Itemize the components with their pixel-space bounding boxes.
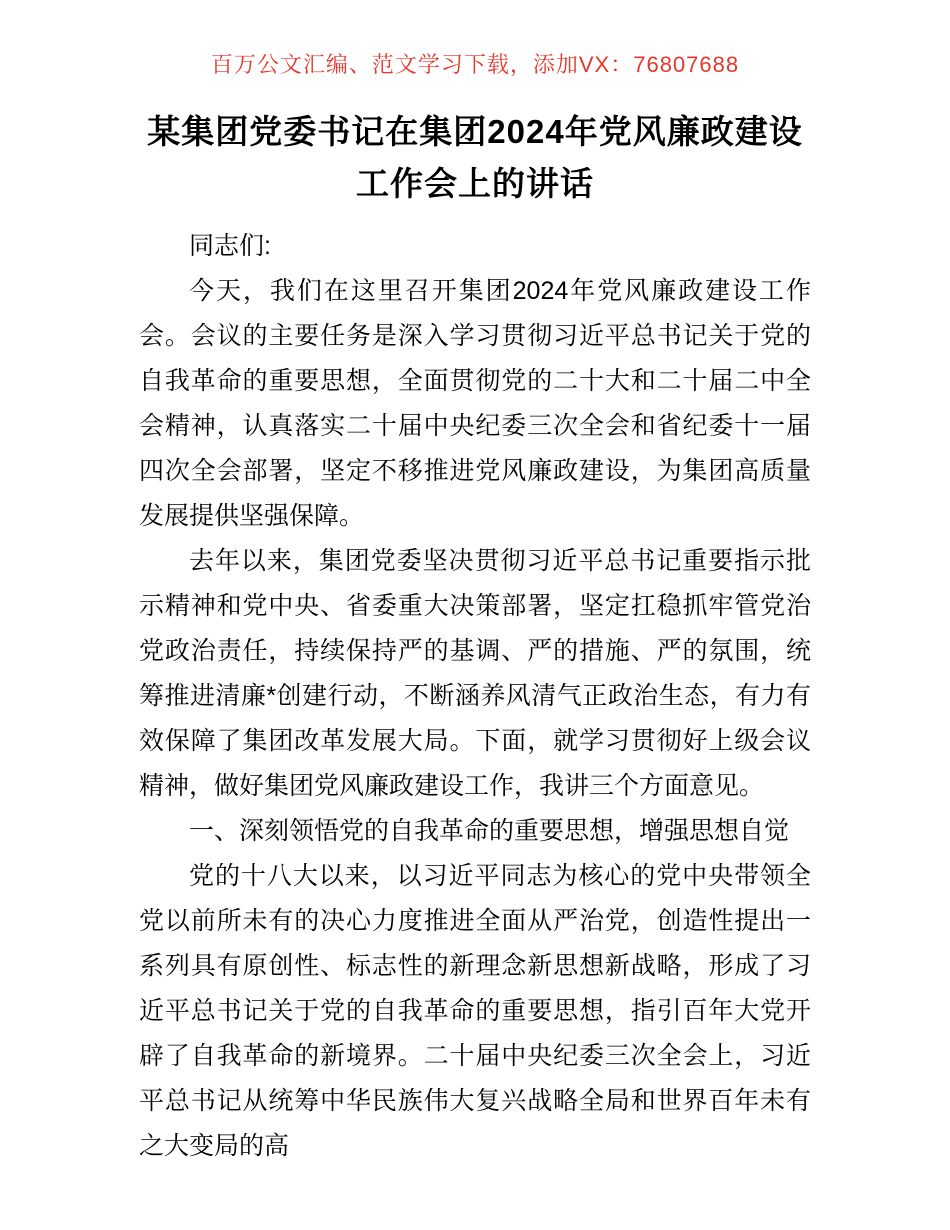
paragraph: 同志们:: [189, 232, 271, 260]
promo-banner: 百万公文汇编、范文学习下载，添加VX：76807688: [210, 52, 740, 77]
paragraph: 今天，我们在这里召开集团2024年党风廉政建设工作会。会议的主要任务是深入学习贯彻习近平总书记关于党的自我革命的重要思想，全面贯彻党的二十大和二十届二中全会精神，认真落实二十届中央纪委三次全会和省纪委十一届四次全会部署，坚定不移推进党风廉政建设，为集团高质量发展提供坚强保障。: [139, 277, 811, 530]
document-body: [139, 224, 811, 1169]
paragraph: 党的十八大以来，以习近平同志为核心的党中央带领全党以前所未有的决心力度推进全面从严治党，创造性提出一系列具有原创性、标志性的新理念新思想新战略，形成了习近平总书记关于党的自我革命的重要思想，指引百年大党开辟了自我革命的新境界。二十届中央纪委三次全会上，习近平总书记从统筹中华民族伟大复兴战略全局和世界百年未有之大变局的高: [139, 862, 811, 1160]
document-title: 某集团党委书记在集团2024年党风廉政建设工作会上的讲话: [147, 113, 803, 202]
paragraph: 去年以来，集团党委坚决贯彻习近平总书记重要指示批示精神和党中央、省委重大决策部署，坚定扛稳抓牢管党治党政治责任，持续保持严的基调、严的措施、严的氛围，统筹推进清廉*创建行动，不断涵养风清气正政治生态，有力有效保障了集团改革发展大局。下面，就学习贯彻好上级会议精神，做好集团党风廉政建设工作，我讲三个方面意见。: [139, 547, 811, 800]
paragraph: 一、深刻领悟党的自我革命的重要思想，增强思想自觉: [189, 817, 790, 845]
